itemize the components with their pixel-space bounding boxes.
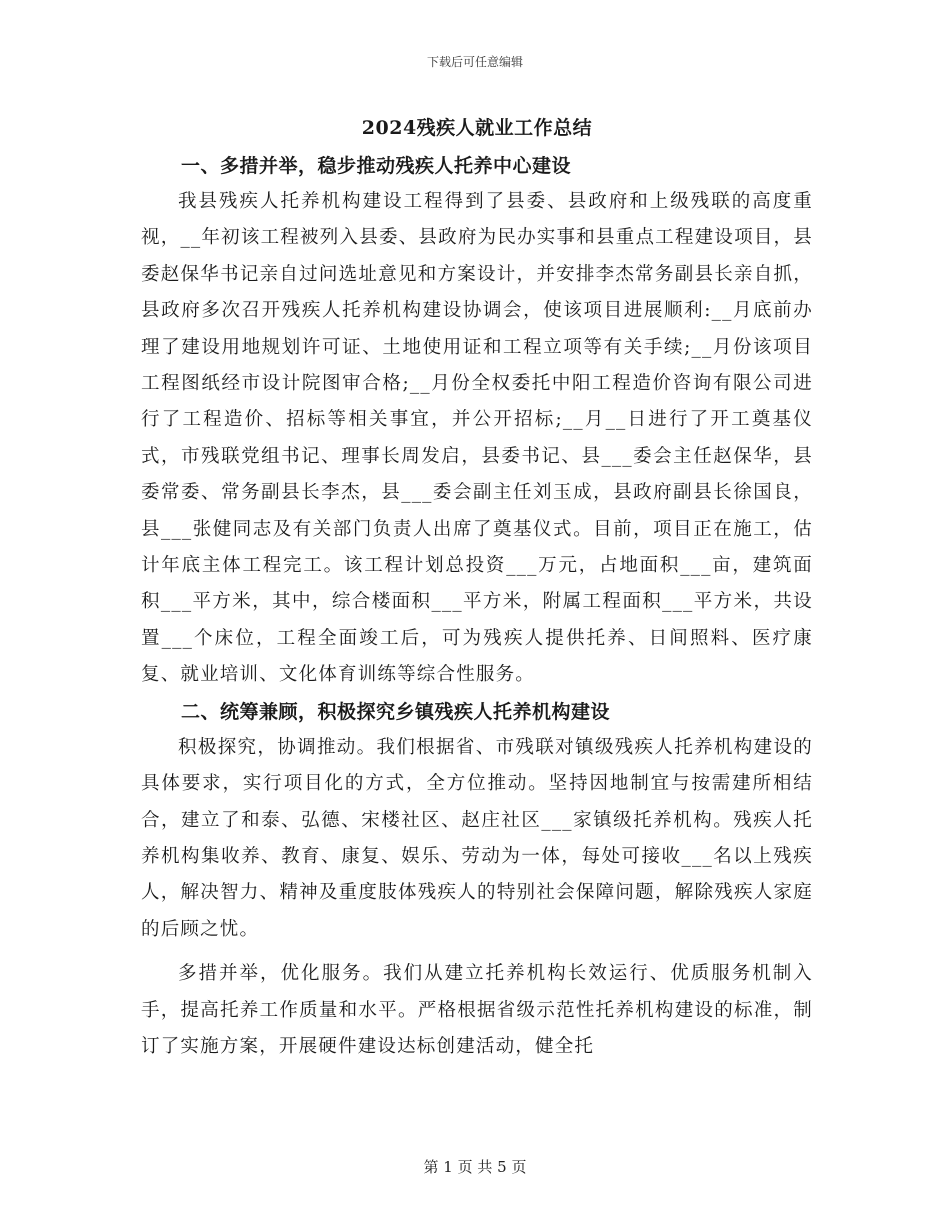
header-note: 下载后可任意编辑 — [426, 55, 523, 69]
paragraph: 积极探究，协调推动。我们根据省、市残联对镇级残疾人托养机构建设的具体要求，实行项目化的方式，全方位推动。坚持因地制宜与按需建所相结合，建立了和泰、弘德、宋楼社区、赵庄社区___家镇级托养机构。残疾人托养机构集收养、教育、康复、娱乐、劳动为一体，每处可接收___名以上残疾人，解决智力、精神及重度肢体残疾人的特别社会保障问题，解除残疾人家庭的后顾之忧。 — [141, 736, 813, 940]
section-heading-2: 二、统筹兼顾，积极探究乡镇残疾人托养机构建设 — [181, 700, 611, 723]
document-body — [141, 112, 813, 1065]
paragraph: 多措并举，优化服务。我们从建立托养机构长效运行、优质服务机制入手，提高托养工作质量和水平。严格根据省级示范性托养机构建设的标准，制订了实施方案，开展硬件建设达标创建活动，健全托 — [141, 963, 813, 1057]
document-title: 2024残疾人就业工作总结 — [361, 117, 593, 139]
page-number: 第 1 页 共 5 页 — [423, 1158, 527, 1176]
section-heading-1: 一、多措并举，稳步推动残疾人托养中心建设 — [181, 155, 572, 177]
paragraph: 我县残疾人托养机构建设工程得到了县委、县政府和上级残联的高度重视，__年初该工程被列入县委、县政府为民办实事和县重点工程建设项目，县委赵保华书记亲自过问选址意见和方案设计，并安排李杰常务副县长亲自抓，县政府多次召开残疾人托养机构建设协调会，使该项目进展顺利:__月底前办理了建设用地规划许可证、土地使用证和工程立项等有关手续;__月份该项目工程图纸经市设计院图审合格;__月份全权委托中阳工程造价咨询有限公司进行了工程造价、招标等相关事宜，并公开招标;__月__日进行了开工奠基仪式，市残联党组书记、理事长周发启，县委书记、县___委会主任赵保华，县委常委、常务副县长李杰，县___委会副主任刘玉成，县政府副县长徐国良，县___张健同志及有关部门负责人出席了奠基仪式。目前，项目正在施工，估计年底主体工程完工。该工程计划总投资___万元，占地面积___亩，建筑面积___平方米，其中，综合楼面积___平方米，附属工程面积___平方米，共设置___个床位，工程全面竣工后，可为残疾人提供托养、日间照料、医疗康复、就业培训、文化体育训练等综合性服务。 — [141, 191, 813, 686]
